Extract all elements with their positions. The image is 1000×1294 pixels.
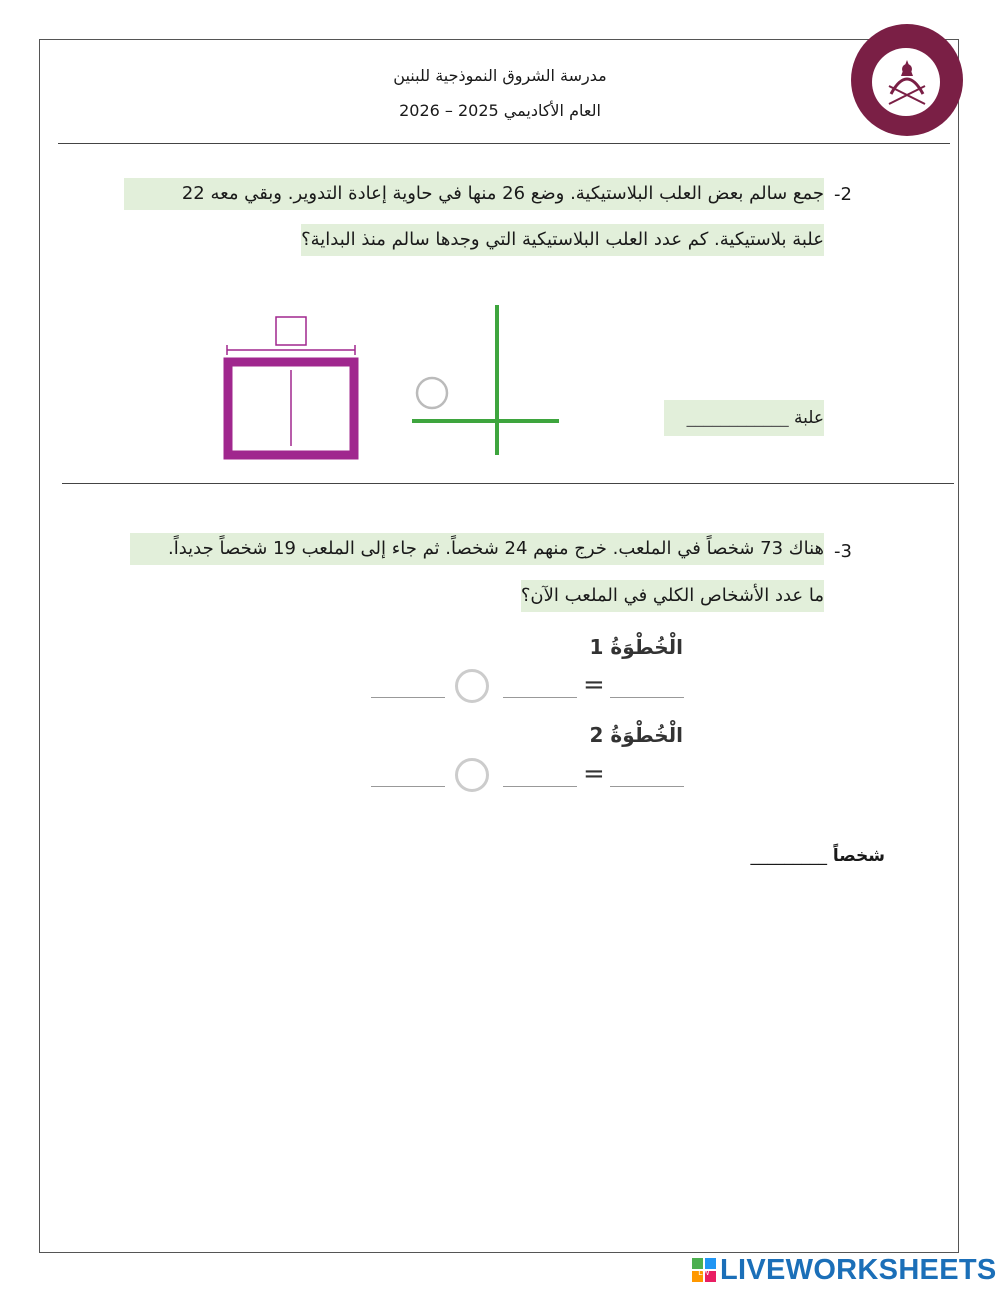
- question-3-line-1: هناك 73 شخصاً في الملعب. خرج منهم 24 شخصاً. ثم جاء إلى الملعب 19 شخصاً جديداً.: [130, 533, 824, 565]
- question-3-answer-blank[interactable]: _________: [750, 846, 827, 866]
- step-1-equals: =: [583, 670, 605, 700]
- question-3-answer[interactable]: [720, 846, 885, 866]
- bar-model-diagram: [222, 312, 360, 462]
- question-3-answer-unit: شخصاً: [832, 846, 885, 866]
- step-2-operator[interactable]: [455, 758, 489, 792]
- bar-model-unknown-box: [276, 317, 306, 345]
- header-divider: [58, 143, 950, 144]
- academic-year: العام الأكاديمي 2025 – 2026: [399, 101, 601, 120]
- page-frame: [39, 39, 959, 1253]
- step-2-blank-a[interactable]: [371, 786, 445, 787]
- step-1-result[interactable]: [610, 697, 684, 698]
- step-1-blank-b[interactable]: [503, 697, 577, 698]
- liveworksheets-badge: LW: [698, 1268, 710, 1277]
- school-name: مدرسة الشروق النموذجية للبنين: [393, 66, 607, 85]
- question-2-number: -2: [834, 184, 852, 205]
- question-2-line-1: جمع سالم بعض العلب البلاستيكية. وضع 26 منها في حاوية إعادة التدوير. وبقي معه 22: [124, 178, 824, 210]
- section-divider: [62, 483, 954, 484]
- step-2-equals: =: [583, 759, 605, 789]
- step-1-title: الْخُطْوَةُ 1: [589, 635, 683, 659]
- step-2-blank-b[interactable]: [503, 786, 577, 787]
- question-2-answer-unit: علبة: [793, 408, 824, 428]
- question-3-line-2: ما عدد الأشخاص الكلي في الملعب الآن؟: [521, 580, 824, 612]
- question-2-answer-blank[interactable]: ____________: [686, 408, 789, 428]
- question-2-line-2: علبة بلاستيكية. كم عدد العلب البلاستيكية التي وجدها سالم منذ البداية؟: [301, 224, 824, 256]
- liveworksheets-brand[interactable]: LIVEWORKSHEETS: [720, 1254, 997, 1286]
- column-operation-diagram: [408, 302, 564, 460]
- question-2-answer[interactable]: [664, 400, 824, 436]
- step-1-operator[interactable]: [455, 669, 489, 703]
- step-1-blank-a[interactable]: [371, 697, 445, 698]
- operation-circle[interactable]: [417, 378, 447, 408]
- step-2-title: الْخُطْوَةُ 2: [589, 723, 683, 747]
- step-2-result[interactable]: [610, 786, 684, 787]
- question-3-number: -3: [834, 541, 852, 562]
- liveworksheets-logo-icon: [692, 1258, 716, 1282]
